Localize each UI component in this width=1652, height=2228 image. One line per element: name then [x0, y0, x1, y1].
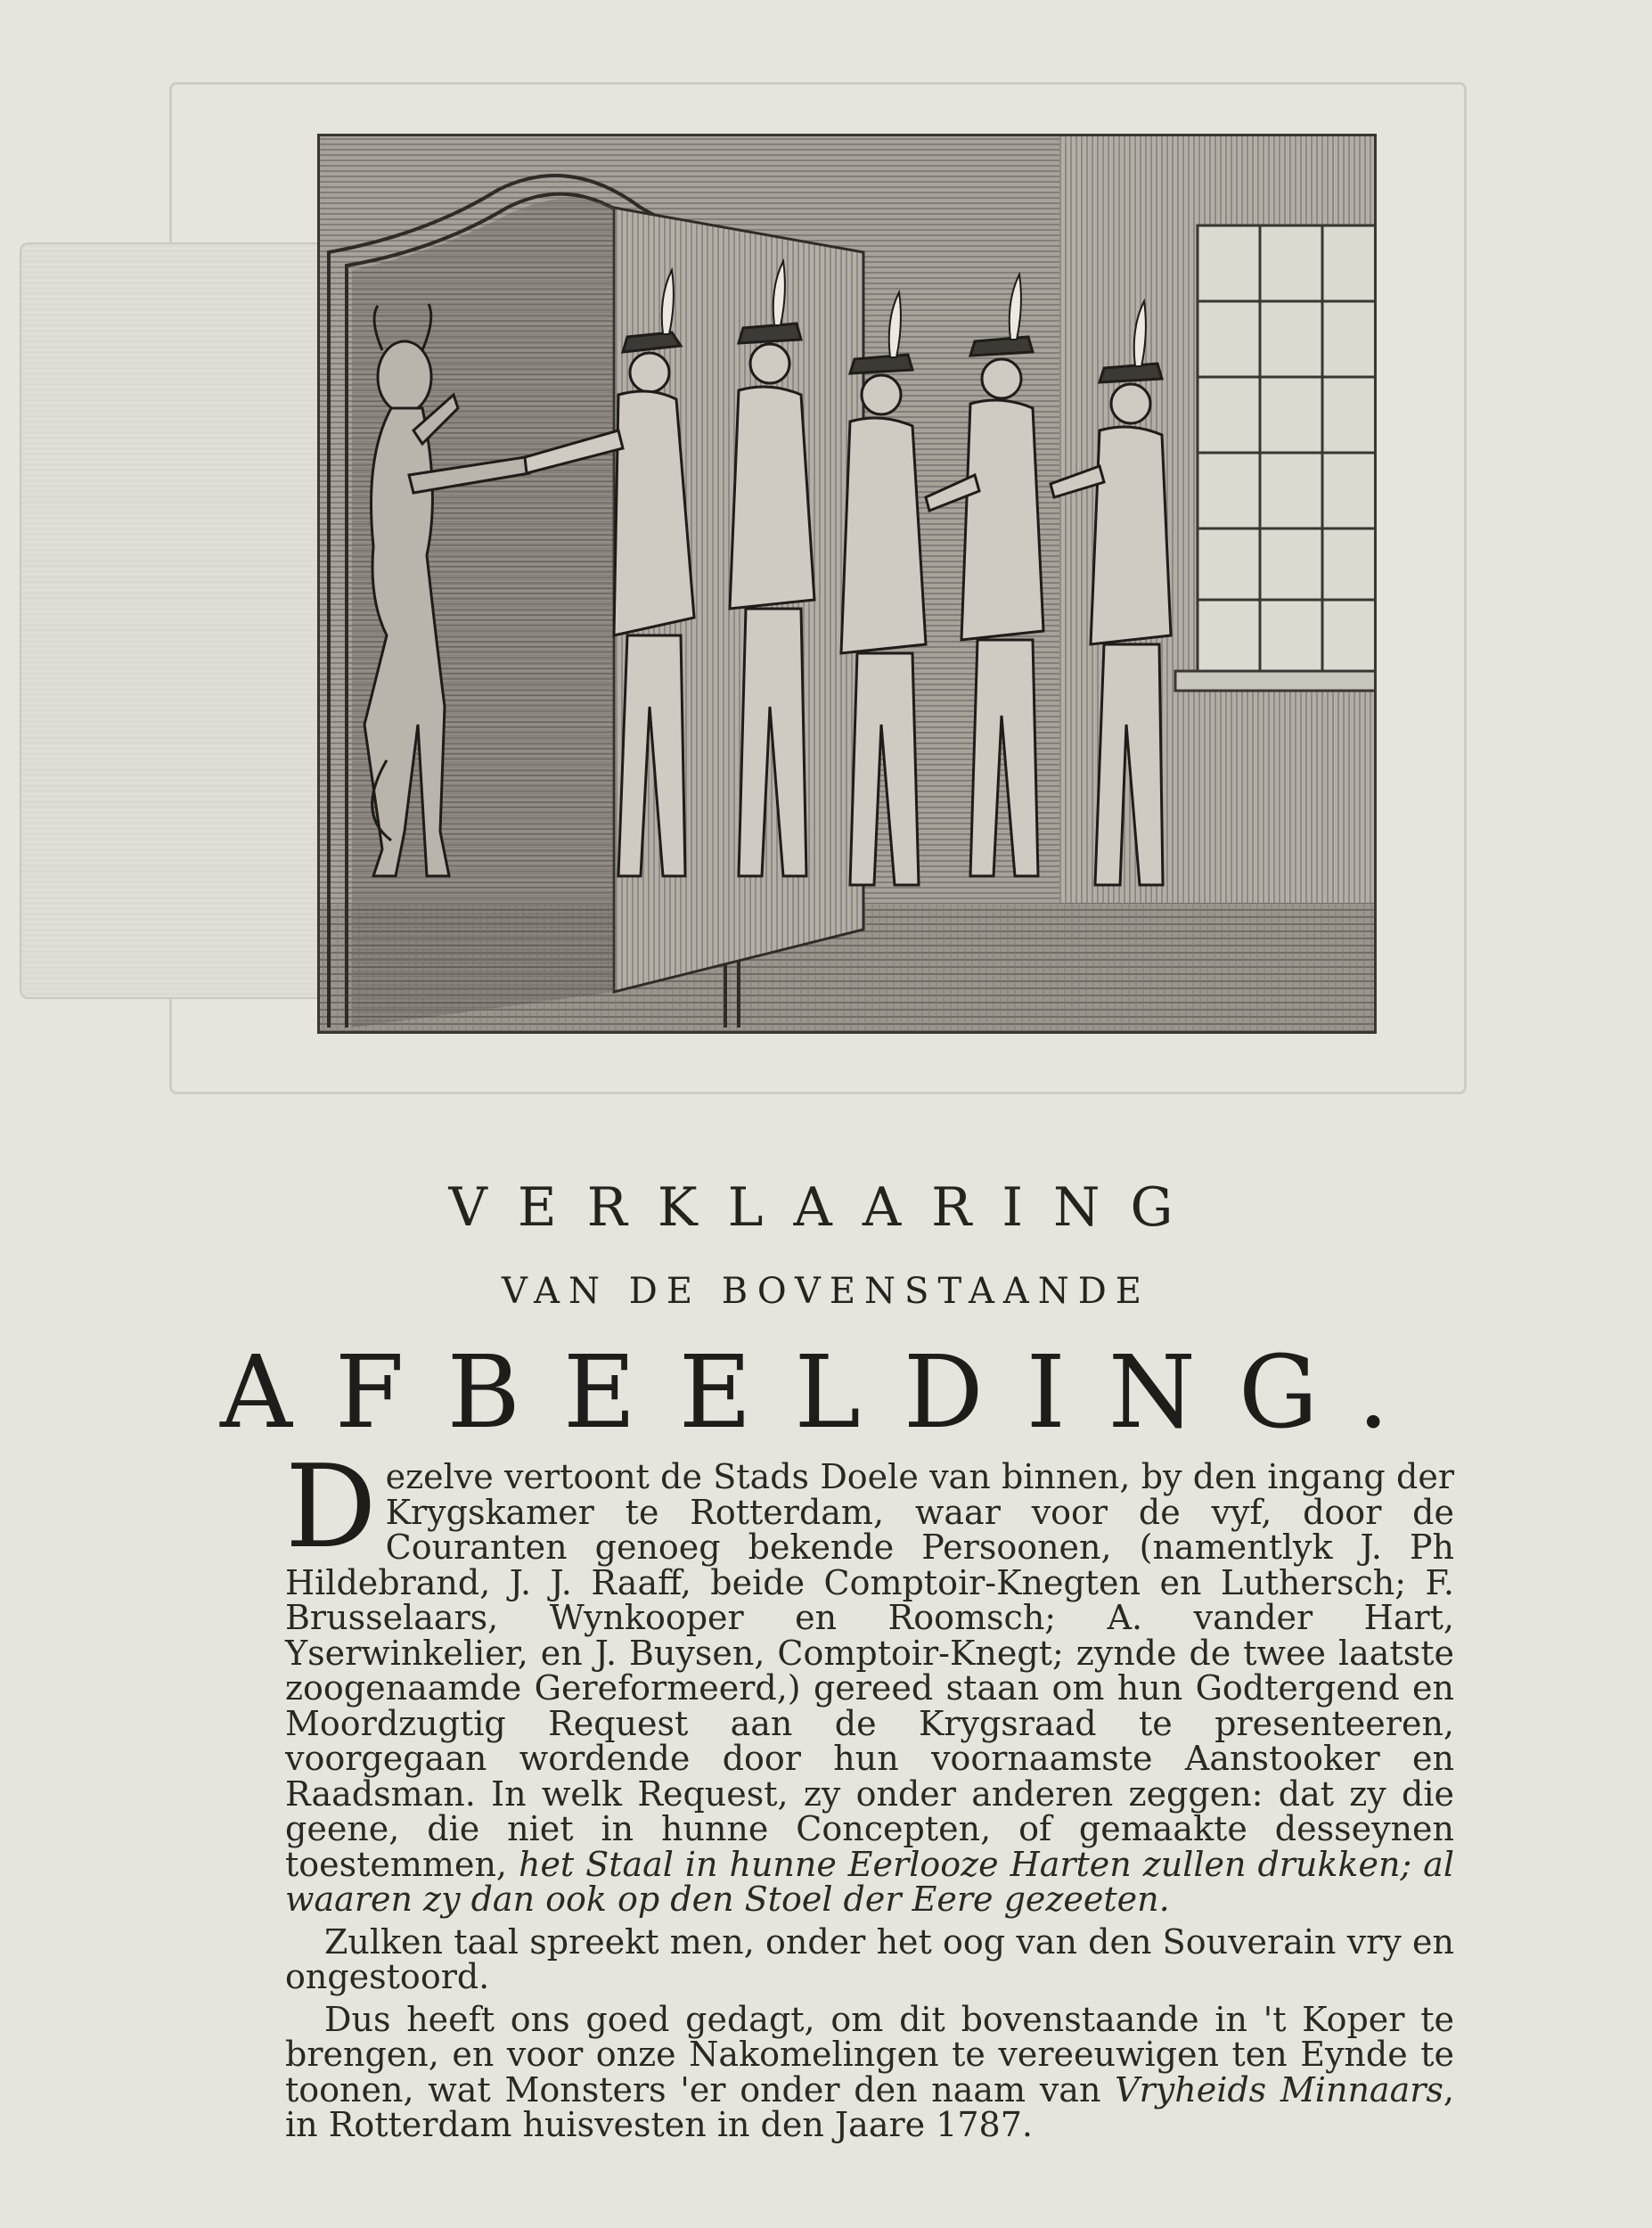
- drop-cap: D: [285, 1441, 377, 1574]
- paragraph-3-italic: Vryheids Minnaars: [1115, 2069, 1443, 2109]
- paragraph-3-text: Dus heeft ons goed gedagt, om dit bovenstaande in 't Koper te brengen, en voor onze Nakomelingen te vereeuwigen ten Eynde te toonen, wat Monsters 'er onder den naam van: [285, 1999, 1454, 2109]
- engraving-illustration: [317, 134, 1377, 1034]
- paragraph-3: [285, 1999, 1454, 2144]
- paragraph-1: [285, 1441, 1454, 1919]
- heading-verklaring: VERKLAARING: [448, 1176, 1204, 1239]
- paragraph-3-end: , in Rotterdam huisvesten in den Jaare 1787.: [285, 2069, 1454, 2144]
- explanation-text: [285, 1441, 1454, 2144]
- window: [1175, 225, 1374, 691]
- paragraph-1-italic: het Staal in hunne Eerlooze Harten zullen drukken; al waaren zy dan ook op den Stoel der Eere gezeeten.: [285, 1844, 1454, 1919]
- heading-subtitle: VAN DE BOVENSTAANDE: [501, 1271, 1150, 1312]
- paragraph-1-text: ezelve vertoont de Stads Doele van binnen, by den ingang der Krygskamer te Rotterdam, waar voor de vyf, door de Couranten genoeg bekende Persoonen, (namentlyk J. Ph Hildebrand, J. J. Raaff, beide Comptoir-Knegten en Luthersch; F. Brusselaars, Wynkooper en Roomsch; A. vander Hart, Yserwinkelier, en J. Buysen, Comptoir-Knegt; zynde de twee laatste zoogenaamde Gereformeerd,) gereed staan om hun Godtergend en Moordzugtig Request aan de Krygsraad te presenteeren, voorgegaan wordende door hun voornaamste Aanstooker en Raadsman. In welk Request, zy onder anderen zeggen: dat zy die geene, die niet in hunne Concepten, of gemaakte desseynen toestemmen,: [285, 1457, 1454, 1884]
- paragraph-2: Zulken taal spreekt men, onder het oog van den Souverain vry en ongestoord.: [285, 1921, 1454, 1996]
- paper-tab: [20, 242, 326, 999]
- heading-afbeelding: AFBEELDING.: [220, 1335, 1432, 1451]
